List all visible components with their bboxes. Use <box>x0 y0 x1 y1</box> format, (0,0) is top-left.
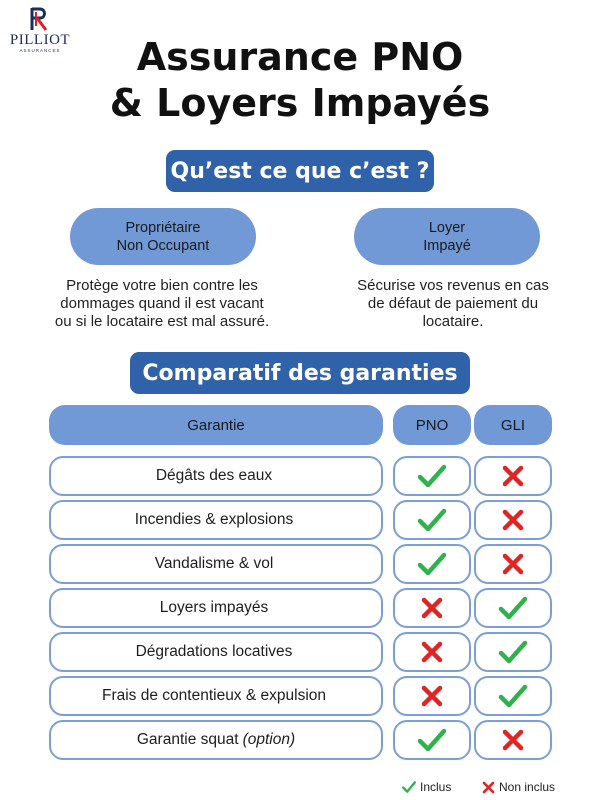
definition-gli-description <box>320 277 586 331</box>
cross-icon <box>501 728 525 752</box>
table-row <box>0 676 600 716</box>
check-icon <box>417 728 447 752</box>
page-title <box>0 34 600 126</box>
table-row <box>0 500 600 540</box>
brand-subtitle: ASSURANCES <box>19 48 61 53</box>
row-pno-mark <box>393 720 471 760</box>
definition-pno-description <box>22 277 302 331</box>
row-label-text: Dégâts des eaux <box>155 467 273 484</box>
page-title-line-1: Assurance PNO <box>136 35 464 79</box>
definition-pno-line-2: Non Occupant <box>116 237 210 254</box>
row-gli-mark <box>474 544 552 584</box>
row-label-text: Garantie squat <box>136 731 239 748</box>
row-label <box>49 632 383 672</box>
row-label <box>49 456 383 496</box>
page-title-line-2: & Loyers Impayés <box>109 81 491 125</box>
definition-pno-pill <box>70 208 256 265</box>
row-label-text: Frais de contentieux & expulsion <box>101 687 327 704</box>
row-gli-mark <box>474 632 552 672</box>
definition-pno-desc-line: Protège votre bien contre les <box>66 277 258 294</box>
definition-gli-line-1: Loyer <box>428 219 466 236</box>
table-row <box>0 456 600 496</box>
row-pno-mark <box>393 456 471 496</box>
table-header-garantie: Garantie <box>49 405 383 445</box>
row-pno-mark <box>393 676 471 716</box>
row-pno-mark <box>393 588 471 628</box>
row-pno-mark <box>393 632 471 672</box>
check-icon <box>498 640 528 664</box>
row-gli-mark <box>474 720 552 760</box>
cross-icon <box>420 684 444 708</box>
definition-gli-desc-line: locataire. <box>422 313 484 330</box>
row-label-text: Loyers impayés <box>159 599 269 616</box>
row-label-text: Incendies & explosions <box>134 511 294 528</box>
table-row <box>0 544 600 584</box>
row-label <box>49 588 383 628</box>
cross-icon <box>501 464 525 488</box>
row-pno-mark <box>393 500 471 540</box>
table-row <box>0 720 600 760</box>
check-icon <box>417 552 447 576</box>
legend-excluded <box>482 777 555 797</box>
cross-icon <box>420 596 444 620</box>
check-icon <box>417 508 447 532</box>
check-icon <box>402 781 416 793</box>
row-label-text: Vandalisme & vol <box>154 555 274 572</box>
cross-icon <box>420 640 444 664</box>
table-row <box>0 632 600 672</box>
row-gli-mark <box>474 456 552 496</box>
table-row <box>0 588 600 628</box>
pilliot-logo-icon <box>27 6 53 32</box>
row-option-text: (option) <box>242 731 296 748</box>
brand-name: PILLIOT <box>9 32 71 48</box>
row-label <box>49 500 383 540</box>
row-gli-mark <box>474 500 552 540</box>
row-gli-mark <box>474 676 552 716</box>
legend-included-label: Inclus <box>420 780 452 794</box>
definition-gli-desc-line: Sécurise vos revenus en cas <box>357 277 549 294</box>
row-gli-mark <box>474 588 552 628</box>
row-label <box>49 544 383 584</box>
check-icon <box>417 464 447 488</box>
definition-pno-desc-line: ou si le locataire est mal assuré. <box>54 313 270 330</box>
definition-gli-pill <box>354 208 540 265</box>
legend-excluded-label: Non inclus <box>499 780 556 794</box>
row-pno-mark <box>393 544 471 584</box>
row-label <box>49 676 383 716</box>
table-header-pno: PNO <box>393 405 471 445</box>
table-header-gli: GLI <box>474 405 552 445</box>
row-label <box>49 720 383 760</box>
cross-icon <box>482 781 495 794</box>
cross-icon <box>501 552 525 576</box>
check-icon <box>498 596 528 620</box>
definition-pno-line-1: Propriétaire <box>125 219 201 236</box>
legend-included <box>402 777 451 797</box>
cross-icon <box>501 508 525 532</box>
row-label-text: Dégradations locatives <box>135 643 293 660</box>
definition-pno-desc-line: dommages quand il est vacant <box>60 295 264 312</box>
check-icon <box>498 684 528 708</box>
definition-gli-line-2: Impayé <box>423 237 471 254</box>
section-what-heading: Qu’est ce que c’est ? <box>166 150 434 192</box>
section-compare-heading: Comparatif des garanties <box>130 352 470 394</box>
definition-gli-desc-line: de défaut de paiement du <box>367 295 539 312</box>
